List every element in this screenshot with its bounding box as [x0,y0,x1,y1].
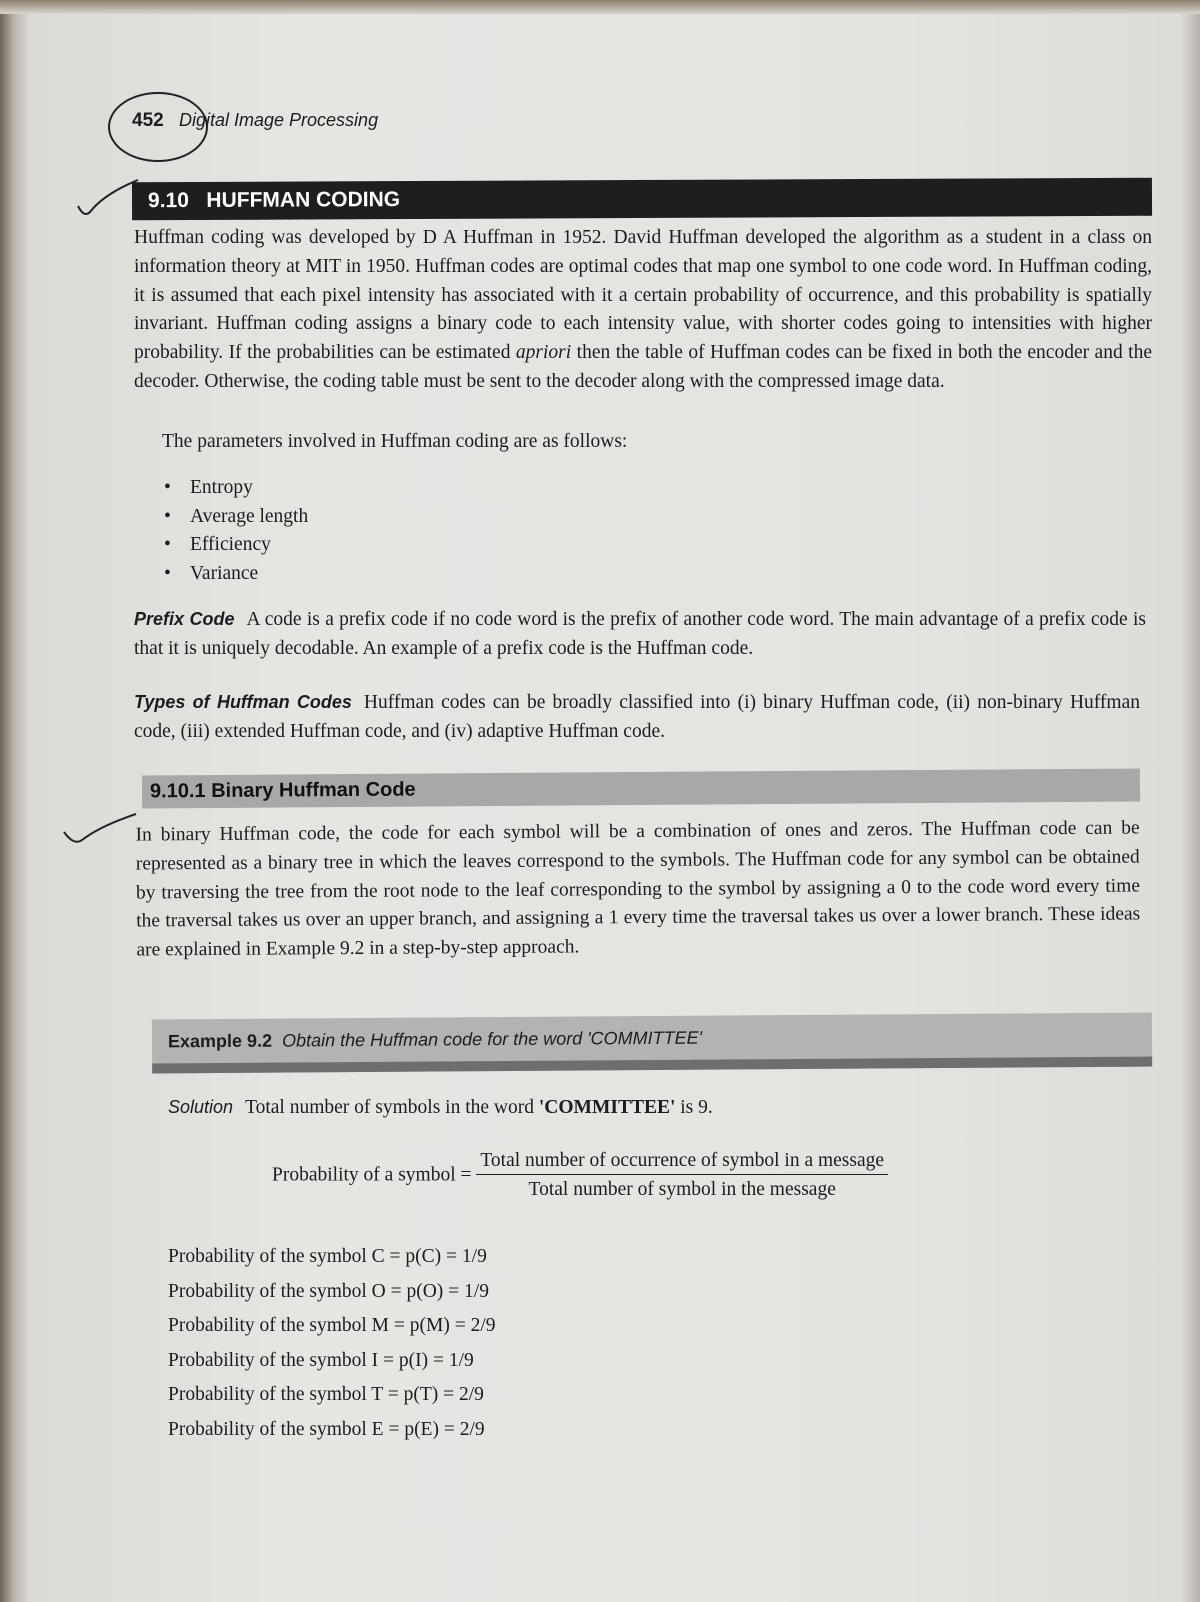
list-item: • Efficiency [160,531,308,560]
solution-text-end: is 9. [680,1097,713,1118]
solution-label: Solution [168,1097,234,1117]
subsection-title: Binary Huffman Code [211,778,416,803]
example-label: Example 9.2 [167,1030,273,1052]
binary-huffman-paragraph: In binary Huffman code, the code for each symbol will be a combination of ones and zeros. The Huffman code can be represented as a binary tree in which the leaves correspond to the symbols. The Huffman code for any symbol can be obtained by traversing the tree from the root node to the leaf corresponding to the symbol by assigning a 0 to the code word every time the traversal takes us over an upper branch, and assigning a 1 every time the traversal takes us over a lower branch. These ideas are explained in Example 9.2 in a step-by-step approach. [135,817,1141,961]
pen-checkmark-icon [60,808,140,848]
formula-fraction [476,1150,888,1201]
example-text: Obtain the Huffman code for the word 'COMMITTEE' [281,1027,703,1051]
types-paragraph [134,688,1140,747]
intro-text: Huffman coding was developed by D A Huffman in 1952. David Huffman developed the algorithm as a student in a class on information theory at MIT in 1950. Huffman codes are optimal codes that map one symbol to one code word. In Huffman coding, it is assumed that each pixel intensity has associated with it a certain probability of occurrence, and this probability is spatially invariant. Huffman coding assigns a binary code to each intensity value, with shorter codes going to intensities with higher probability. If the probabilities can be estimated [134,227,1152,364]
prefix-code-paragraph [134,605,1146,664]
running-head [132,110,378,132]
intro-text-end: then the table of Huffman codes can be fixed in both the encoder and the decoder. Otherwise, the coding table must be sent to the decoder along with the compressed image data. [134,342,1152,392]
probability-item: Probability of the symbol I = p(I) = 1/9 [168,1349,474,1371]
types-text: Huffman codes can be broadly classified into (i) binary Huffman code, (ii) non-binary Huffman code, (iii) extended Huffman code, and (iv) adaptive Huffman code. [134,692,1140,742]
section-heading [132,178,1152,220]
parameters-list [160,474,308,588]
probability-item: Probability of the symbol O = p(O) = 1/9 [168,1280,489,1302]
probability-item: Probability of the symbol T = p(T) = 2/9 [168,1384,484,1405]
book-title: Digital Image Processing [178,110,379,130]
section-number: 9.10 [147,188,189,213]
formula-lhs: Probability of a symbol = [272,1164,472,1186]
page-number: 452 [132,110,164,131]
solution-text: Total number of symbols in the word [245,1097,534,1118]
list-item: • Variance [160,560,308,589]
probability-item: Probability of the symbol M = p(M) = 2/9 [168,1315,496,1336]
parameters-intro: The parameters involved in Huffman coding are as follows: [162,431,628,452]
solution-word: 'COMMITTEE' [538,1097,676,1118]
probability-formula [272,1150,888,1201]
section-title: HUFFMAN CODING [206,188,401,212]
page-top-edge [0,0,1200,14]
intro-paragraph [134,224,1152,397]
formula-numerator: Total number of occurrence of symbol in a message [476,1150,888,1175]
prefix-code-text: A code is a prefix code if no code word is the prefix of another code word. The main advantage of a prefix code is that it is uniquely decodable. An example of a prefix code is the Huffman code. [134,609,1147,659]
intro-italic: apriori [515,342,572,364]
example-box [152,1013,1152,1074]
subsection-heading [142,769,1140,809]
subsection-number: 9.10.1 [149,780,206,803]
probability-list [168,1240,495,1447]
probability-item: Probability of the symbol C = p(C) = 1/9 [168,1246,487,1267]
formula-denominator: Total number of symbol in the message [528,1179,836,1200]
types-label: Types of Huffman Codes [134,692,352,712]
list-item: • Average length [160,503,308,532]
solution-line [168,1093,713,1123]
probability-item: Probability of the symbol E = p(E) = 2/9 [168,1418,485,1440]
prefix-code-label: Prefix Code [134,609,235,629]
list-item: • Entropy [160,474,308,503]
